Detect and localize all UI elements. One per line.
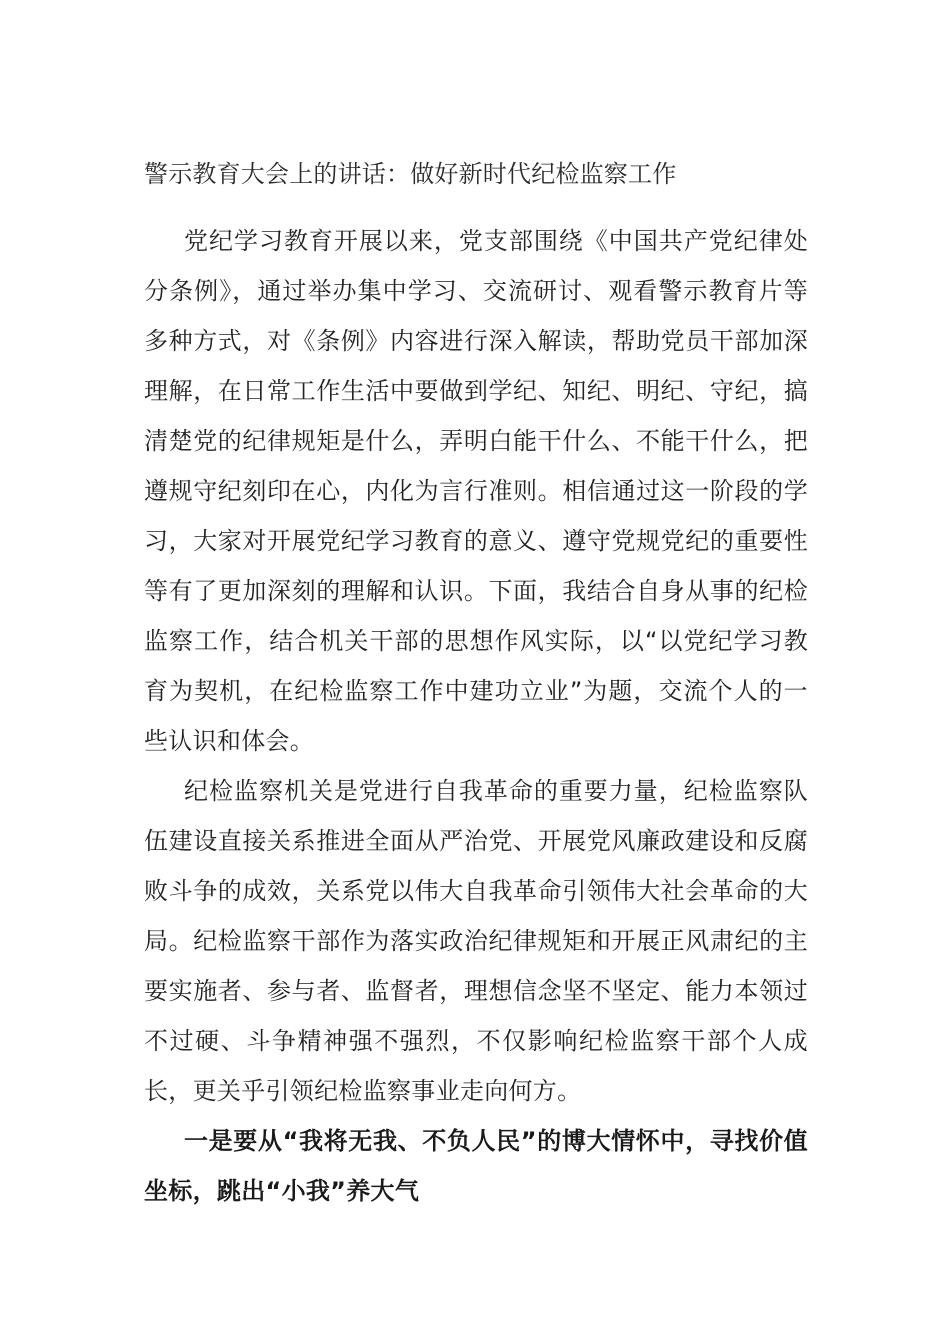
document-body bbox=[144, 216, 808, 1216]
section-heading: 一是要从“我将无我、不负人民”的博大情怀中，寻找价值坐标，跳出“小我”养大气 bbox=[144, 1127, 808, 1205]
document-title: 警示教育大会上的讲话：做好新时代纪检监察工作 bbox=[144, 160, 677, 188]
paragraph-supervision: 纪检监察机关是党进行自我革命的重要力量，纪检监察队伍建设直接关系推进全面从严治党、开展党风廉政建设和反腐败斗争的成效，关系党以伟大自我革命引领伟大社会革命的大局。纪检监察干部作为落实政治纪律规矩和开展正风肃纪的主要实施者、参与者、监督者，理想信念坚不坚定、能力本领过不过硬、斗争精神强不强烈，不仅影响纪检监察干部个人成长，更关乎引领纪检监察事业走向何方。 bbox=[144, 777, 808, 1105]
paragraph-intro: 党纪学习教育开展以来，党支部围绕《中国共产党纪律处分条例》，通过举办集中学习、交流研讨、观看警示教育片等多种方式，对《条例》内容进行深入解读，帮助党员干部加深理解，在日常工作生活中要做到学纪、知纪、明纪、守纪，搞清楚党的纪律规矩是什么，弄明白能干什么、不能干什么，把遵规守纪刻印在心，内化为言行准则。相信通过这一阶段的学习，大家对开展党纪学习教育的意义、遵守党规党纪的重要性等有了更加深刻的理解和认识。下面，我结合自身从事的纪检监察工作，结合机关干部的思想作风实际，以“以党纪学习教育为契机，在纪检监察工作中建功立业”为题，交流个人的一些认识和体会。 bbox=[144, 227, 808, 755]
